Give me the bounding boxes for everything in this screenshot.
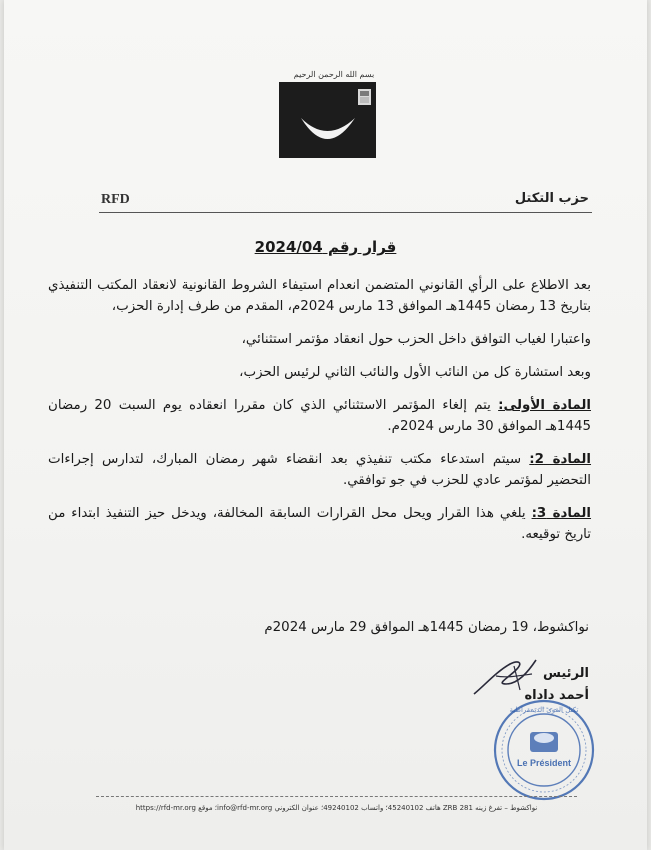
header-divider [99, 212, 592, 213]
party-abbreviation: RFD [101, 192, 130, 207]
basmala: بسم الله الرحمن الرحيم [293, 70, 375, 79]
document-page [4, 0, 647, 850]
article-label: المادة 2: [529, 452, 592, 467]
article-text: يتم إلغاء المؤتمر الاستثنائي الذي كان مقررا انعقاده يوم السبت 20 رمضان 1445هـ الموافق 30 مارس 2024م. [48, 398, 591, 434]
place-and-date: نواكشوط، 19 رمضان 1445هـ الموافق 29 مارس 2024م [264, 620, 589, 635]
article-label: المادة 3: [531, 506, 592, 521]
official-stamp [492, 698, 596, 806]
party-logo [279, 82, 376, 158]
party-name: حزب التكتل [514, 191, 589, 206]
decision-title: قرار رقم 2024/04 [254, 238, 397, 256]
article-text: يلغي هذا القرار ويحل محل القرارات السابقة المخالفة، ويدخل حيز التنفيذ ابتداء من تاريخ توقيعه. [48, 506, 591, 542]
article-1 [48, 395, 591, 437]
preamble-paragraph: وبعد استشارة كل من النائب الأول والنائب الثاني لرئيس الحزب، [239, 365, 591, 380]
decision-body [48, 275, 591, 557]
handwritten-signature [466, 654, 546, 704]
article-text: سيتم استدعاء مكتب تنفيذي بعد انقضاء شهر رمضان المبارك، لتدارس إجراءات التحضير لمؤتمر عادي للحزب في جو توافقي. [48, 452, 591, 488]
signer-name: أحمد داداه [524, 688, 589, 703]
preamble-paragraph: بعد الاطلاع على الرأي القانوني المتضمن انعدام استيفاء الشروط القانونية لانعقاد المكتب التنفيذي بتاريخ 13 رمضان 1445هـ الموافق 13 مارس 2024م، المقدم من طرف إدارة الحزب، [48, 278, 591, 314]
preamble-paragraph: واعتبارا لغياب التوافق داخل الحزب حول انعقاد مؤتمر استثنائي، [241, 332, 591, 347]
article-3 [48, 503, 591, 545]
footer-contact: نواكشوط – تفرغ زينه ZRB 281 هاتف 45240102؛ واتساب 49240102؛ عنوان الكتروني info@rfd-mr.org؛ موقع https://rfd-mr.org [135, 804, 538, 812]
signer-title: الرئيس [543, 666, 589, 681]
footer-divider [96, 796, 577, 797]
stamp-center-text: Le Président [516, 758, 572, 768]
article-label: المادة الأولى: [498, 398, 591, 413]
article-2 [48, 449, 591, 491]
stamp-ring-text: تكتل القوى الديمقراطية [509, 706, 579, 714]
